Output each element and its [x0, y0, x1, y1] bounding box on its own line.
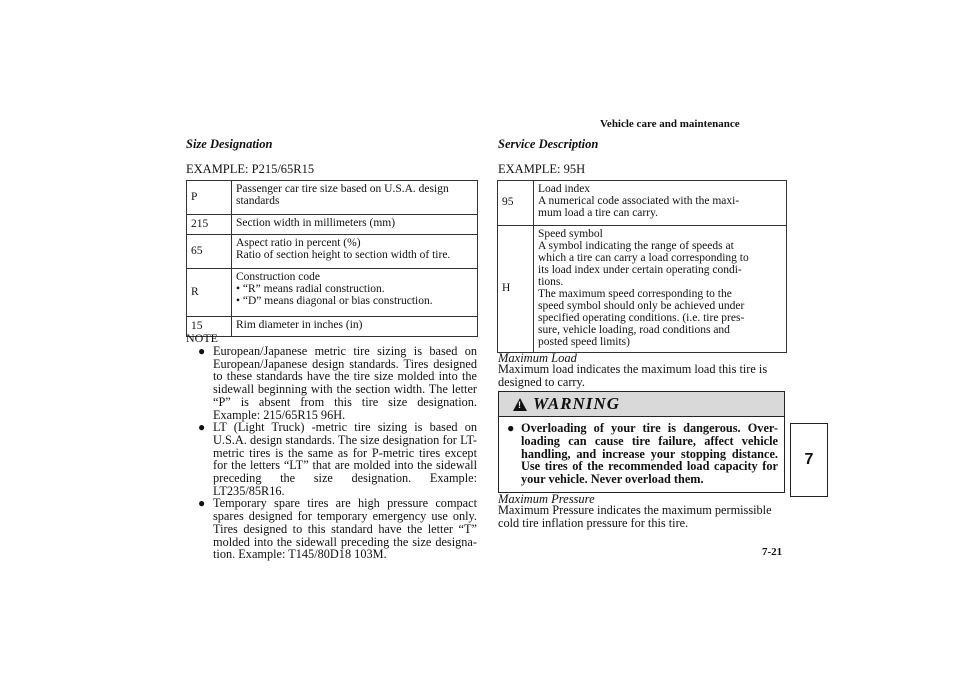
table-desc	[232, 215, 478, 235]
list-item	[198, 345, 477, 421]
desc-line: mum load a tire can carry.	[538, 207, 658, 219]
size-designation-heading: Size Designation	[186, 137, 273, 151]
desc-line: specified operating conditions. (i.e. tire pres-	[538, 312, 745, 324]
table-key: R	[187, 269, 232, 317]
note-label: NOTE	[186, 331, 218, 345]
table-desc	[232, 269, 478, 317]
warning-header	[499, 392, 784, 417]
service-description-table	[497, 180, 787, 353]
desc-line: speed symbol should only be achieved under	[538, 300, 745, 312]
maximum-pressure-heading: Maximum Pressure	[498, 492, 595, 506]
desc-line: Rim diameter in inches (in)	[236, 319, 363, 331]
desc-line: • “D” means diagonal or bias construction.	[236, 295, 433, 307]
desc-line: Passenger car tire size based on U.S.A. design	[236, 183, 449, 195]
page-number: 7-21	[762, 546, 783, 558]
note-text: LT (Light Truck) -metric tire sizing is based on U.S.A. design standards. The size designation for LT-metric tires is the same as for P-metric tires except for the letters “LT” that are molded into the sidewall preceding the size designation. Example: LT235/85R16.	[213, 420, 477, 498]
bullet-icon: ●	[198, 496, 206, 511]
desc-line: Load index	[538, 183, 591, 195]
warning-box	[498, 391, 785, 493]
table-key: 215	[187, 215, 232, 235]
desc-line: sure, vehicle loading, road conditions and	[538, 324, 730, 336]
table-row	[187, 317, 478, 337]
chapter-tab: 7	[790, 423, 828, 497]
desc-line: A numerical code associated with the maxi-	[538, 195, 740, 207]
desc-line: standards	[236, 195, 280, 207]
maximum-load-text: Maximum load indicates the maximum load this tire is designed to carry.	[498, 362, 768, 389]
table-row	[498, 226, 787, 353]
warning-text: Overloading of your tire is dangerous. Over-loading can cause tire failure, affect vehicle handling, and increase your stopping distance. Use tires of the recommended load capacity for your vehicle. Never overload them.	[521, 421, 778, 487]
size-designation-table	[186, 180, 478, 337]
note-text: European/Japanese metric tire sizing is based on European/Japanese design standards. Tires designed to these standards have the tire size molded into the sidewall beginning with the section width. The letter “P” is absent from this tire size designation. Example: 215/65R15 96H.	[213, 344, 477, 422]
list-item	[198, 497, 477, 561]
table-key: 95	[498, 181, 534, 226]
maximum-pressure-text: Maximum Pressure indicates the maximum permissible cold tire inflation pressure for this tire.	[498, 503, 772, 530]
warning-triangle-icon: !	[513, 398, 527, 411]
warning-body	[499, 417, 784, 492]
table-key: H	[498, 226, 534, 353]
list-item	[198, 421, 477, 497]
table-row	[498, 181, 787, 226]
desc-line: • “R” means radial construction.	[236, 283, 385, 295]
desc-line: Section width in millimeters (mm)	[236, 217, 396, 229]
table-row	[187, 181, 478, 215]
desc-line: Construction code	[236, 271, 320, 283]
desc-line: A symbol indicating the range of speeds at	[538, 240, 734, 252]
bullet-icon: ●	[198, 344, 206, 358]
warning-title: WARNING	[533, 394, 620, 413]
bullet-icon: ●	[198, 420, 206, 435]
table-key: P	[187, 181, 232, 215]
desc-line: Speed symbol	[538, 228, 603, 240]
table-row	[187, 235, 478, 269]
table-desc	[232, 235, 478, 269]
desc-line: which a tire can carry a load corresponding to	[538, 252, 749, 264]
list-item	[507, 422, 778, 486]
table-desc	[534, 181, 787, 226]
section-header: Vehicle care and maintenance	[600, 118, 740, 130]
desc-line: The maximum speed corresponding to the	[538, 288, 732, 300]
desc-line: its load index under certain operating condi-	[538, 264, 742, 276]
desc-line: Aspect ratio in percent (%)	[236, 237, 361, 249]
table-key: 15	[187, 317, 232, 337]
table-desc	[232, 317, 478, 337]
table-key: 65	[187, 235, 232, 269]
note-text: Temporary spare tires are high pressure compact spares designed for temporary emergency use only. Tires designed to this standard have the letter “T” molded into the sidewall preceding the size designa-tion. Example: T145/80D18 103M.	[213, 496, 477, 562]
service-description-heading: Service Description	[498, 137, 599, 151]
table-row	[187, 269, 478, 317]
table-row	[187, 215, 478, 235]
desc-line: posted speed limits)	[538, 336, 630, 348]
desc-line: tions.	[538, 276, 564, 288]
table-desc	[232, 181, 478, 215]
desc-line: Ratio of section height to section width of tire.	[236, 249, 451, 261]
size-example: EXAMPLE: P215/65R15	[186, 162, 315, 176]
service-example: EXAMPLE: 95H	[498, 162, 586, 176]
maximum-load-heading: Maximum Load	[498, 351, 577, 365]
bullet-icon: ●	[507, 421, 515, 435]
note-list	[198, 345, 477, 561]
table-desc	[534, 226, 787, 353]
